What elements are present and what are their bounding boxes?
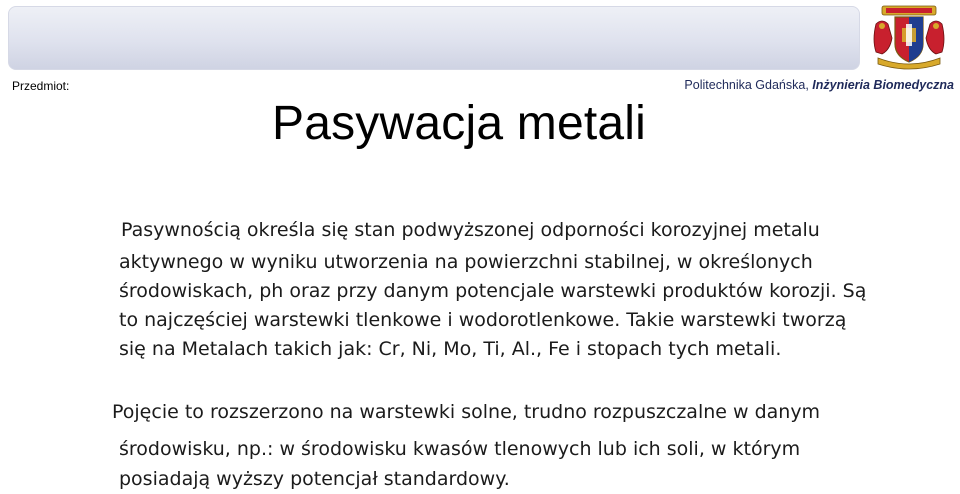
paragraph-1 — [121, 216, 820, 244]
paragraph-line: Pasywnością określa się stan podwyższonej odporności korozyjnej metalu — [121, 219, 820, 241]
major-name: Inżynieria Biomedyczna — [812, 78, 954, 92]
university-crest-icon — [862, 4, 956, 70]
paragraph-line: aktywnego w wyniku utworzenia na powierzchni stabilnej, w określonych — [119, 251, 813, 273]
paragraph-3 — [112, 398, 820, 426]
paragraph-4 — [119, 434, 800, 494]
paragraph-line: posiadają wyższy potencjał standardowy. — [119, 468, 510, 490]
paragraph-2 — [119, 248, 866, 364]
page-title: Pasywacja metali — [272, 97, 647, 150]
paragraph-line: środowiskach, ph oraz przy danym potencjale warstewki produktów korozji. Są — [119, 280, 867, 302]
paragraph-line: Pojęcie to rozszerzono na warstewki solne, trudno rozpuszczalne w danym — [112, 401, 821, 423]
paragraph-line: to najczęściej warstewki tlenkowe i wodorotlenkowe. Takie warstewki tworzą — [119, 309, 847, 331]
university-name — [684, 78, 954, 92]
university-text: Politechnika Gdańska, — [684, 78, 813, 92]
paragraph-line: się na Metalach takich jak: Cr, Ni, Mo, Ti, Al., Fe i stopach tych metali. — [119, 338, 782, 360]
paragraph-line: środowisku, np.: w środowisku kwasów tlenowych lub ich soli, w którym — [119, 438, 801, 460]
header-banner — [8, 6, 860, 70]
subject-label: Przedmiot: — [12, 79, 70, 93]
